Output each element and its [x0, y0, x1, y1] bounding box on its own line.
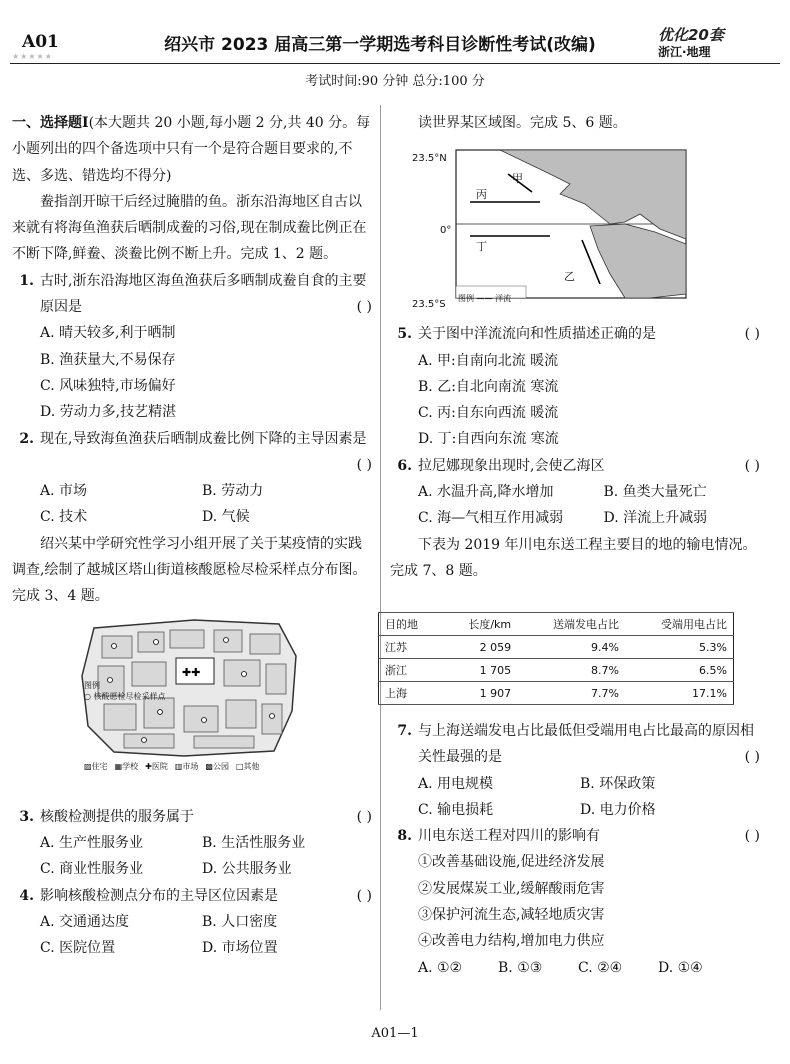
brand-logo	[658, 24, 740, 62]
right-column	[390, 110, 760, 584]
map2-wrapper	[390, 136, 760, 321]
label-jia: 甲	[512, 172, 523, 186]
label-yi: 乙	[564, 270, 575, 284]
intro-1-2: 鲞指剖开晾干后经过腌腊的鱼。浙东沿海地区自古以来就有将海鱼渔获后晒制成鲞的习俗,现在制成鲞比例正在不断下降,鲜鲞、淡鲞比例不断上升。完成 1、2 题。	[12, 193, 367, 263]
map1-wrapper	[12, 610, 372, 800]
q2-options-row1: A. 市场 B. 劳动力	[40, 483, 264, 500]
map1-legend-items: ▨住宅 ▦学校 ✚医院 ▥市场 ▩公园 □其他	[84, 761, 260, 771]
q1-option-d: D. 劳动力多,技艺精湛	[40, 404, 177, 421]
left-column	[12, 110, 372, 961]
brand-top: 优化20套	[658, 26, 724, 44]
q1-option-c: C. 风味独特,市场偏好	[40, 377, 176, 394]
power-table	[378, 612, 734, 705]
label-ding: 丁	[476, 240, 487, 254]
page-footer: A01—1	[371, 1026, 419, 1041]
q6-options-row1: A. 水温升高,降水增加 B. 鱼类大量死亡	[418, 484, 707, 501]
question-1: 1. 古时,浙东沿海地区海鱼渔获后多晒制成鲞自食的主要原因是 ( )	[19, 272, 372, 316]
paper-code: A01	[22, 32, 59, 52]
q5-option-a: A. 甲:自南向北流 暖流	[418, 352, 559, 369]
world-region-map	[410, 144, 710, 309]
paper-title: 绍兴市 2023 届高三第一学期选考科目诊断性考试(改编)	[164, 35, 596, 55]
q2-options-row2: C. 技术 D. 气候	[40, 509, 250, 526]
lat-label-bot: 23.5°S	[412, 299, 446, 311]
header-rule	[10, 63, 780, 64]
question-3: 3. 核酸检测提供的服务属于 ( )	[19, 808, 372, 825]
map1-legend: 图例 ○ 核酸愿检尽检采样点	[84, 680, 166, 701]
q1-option-b: B. 渔获量大,不易保存	[40, 351, 176, 368]
table-row: 上海 1 907 7.7% 17.1%	[379, 682, 734, 705]
q5-option-b: B. 乙:自北向南流 寒流	[418, 378, 559, 395]
q3-options-row1: A. 生产性服务业 B. 生活性服务业	[40, 834, 306, 851]
q8-item-1: ①改善基础设施,促进经济发展	[418, 854, 605, 871]
q3-options-row2: C. 商业性服务业 D. 公共服务业	[40, 861, 292, 878]
column-divider	[380, 105, 381, 1010]
section-header: 一、选择题Ⅰ(本大题共 20 小题,每小题 2 分,共 40 分。每小题列出的四个备选项中只有一个是符合题目要求的,不选、多选、错选均不得分)	[12, 115, 371, 184]
lat-label-top: 23.5°N	[412, 153, 447, 165]
question-5: 5. 关于图中洋流流向和性质描述正确的是 ( )	[397, 326, 760, 343]
label-bing: 丙	[476, 188, 487, 202]
question-6: 6. 拉尼娜现象出现时,会使乙海区 ( )	[397, 457, 760, 474]
brand-bottom: 浙江·地理	[658, 45, 711, 59]
q7-options-row2: C. 输电损耗 D. 电力价格	[418, 801, 656, 818]
lat-label-mid: 0°	[440, 225, 452, 237]
question-8: 8. 川电东送工程对四川的影响有 ( )	[397, 828, 760, 845]
q8-options: A. ①② B. ①③ C. ②④ D. ①④	[418, 959, 703, 976]
q4-options-row1: A. 交通通达度 B. 人口密度	[40, 913, 278, 930]
question-4: 4. 影响核酸检测点分布的主导区位因素是 ( )	[19, 887, 372, 904]
q8-item-2: ②发展煤炭工业,缓解酸雨危害	[418, 880, 605, 897]
q8-item-4: ④改善电力结构,增加电力供应	[418, 933, 605, 950]
q6-options-row2: C. 海—气相互作用减弱 D. 洋流上升减弱	[418, 510, 708, 527]
q8-item-3: ③保护河流生态,减轻地质灾害	[418, 907, 605, 924]
stars-decoration: ★★★★★	[12, 52, 53, 61]
right-column-lower	[390, 718, 760, 981]
q5-option-c: C. 丙:自东向西流 暖流	[418, 405, 559, 422]
exam-meta: 考试时间:90 分钟 总分:100 分	[305, 74, 485, 89]
table-header-row: 目的地 长度/km 送端发电占比 受端用电占比	[379, 613, 734, 636]
q1-option-a: A. 晴天较多,利于晒制	[40, 325, 176, 342]
intro-5-6: 读世界某区域图。完成 5、6 题。	[418, 115, 627, 131]
question-2: 2. 现在,导致海鱼渔获后晒制成鲞比例下降的主导因素是 ( )	[19, 430, 372, 473]
q4-options-row2: C. 医院位置 D. 市场位置	[40, 940, 278, 957]
question-7: 7. 与上海送端发电占比最低但受端用电占比最高的原因相关性最强的是 ( )	[397, 723, 760, 766]
svg-text:✚✚: ✚✚	[182, 665, 201, 679]
intro-3-4: 绍兴某中学研究性学习小组开展了关于某疫情的实践调查,绘制了越城区塔山街道核酸愿检尽检采样点分布图。完成 3、4 题。	[12, 535, 367, 605]
intro-7-8: 下表为 2019 年川电东送工程主要目的地的输电情况。完成 7、8 题。	[390, 536, 757, 579]
table-row: 浙江 1 705 8.7% 6.5%	[379, 659, 734, 682]
table-row: 江苏 2 059 9.4% 5.3%	[379, 636, 734, 659]
q5-option-d: D. 丁:自西向东流 寒流	[418, 431, 559, 448]
map2-legend: 图例 —— 洋流	[458, 294, 512, 304]
q7-options-row1: A. 用电规模 B. 环保政策	[418, 775, 656, 792]
